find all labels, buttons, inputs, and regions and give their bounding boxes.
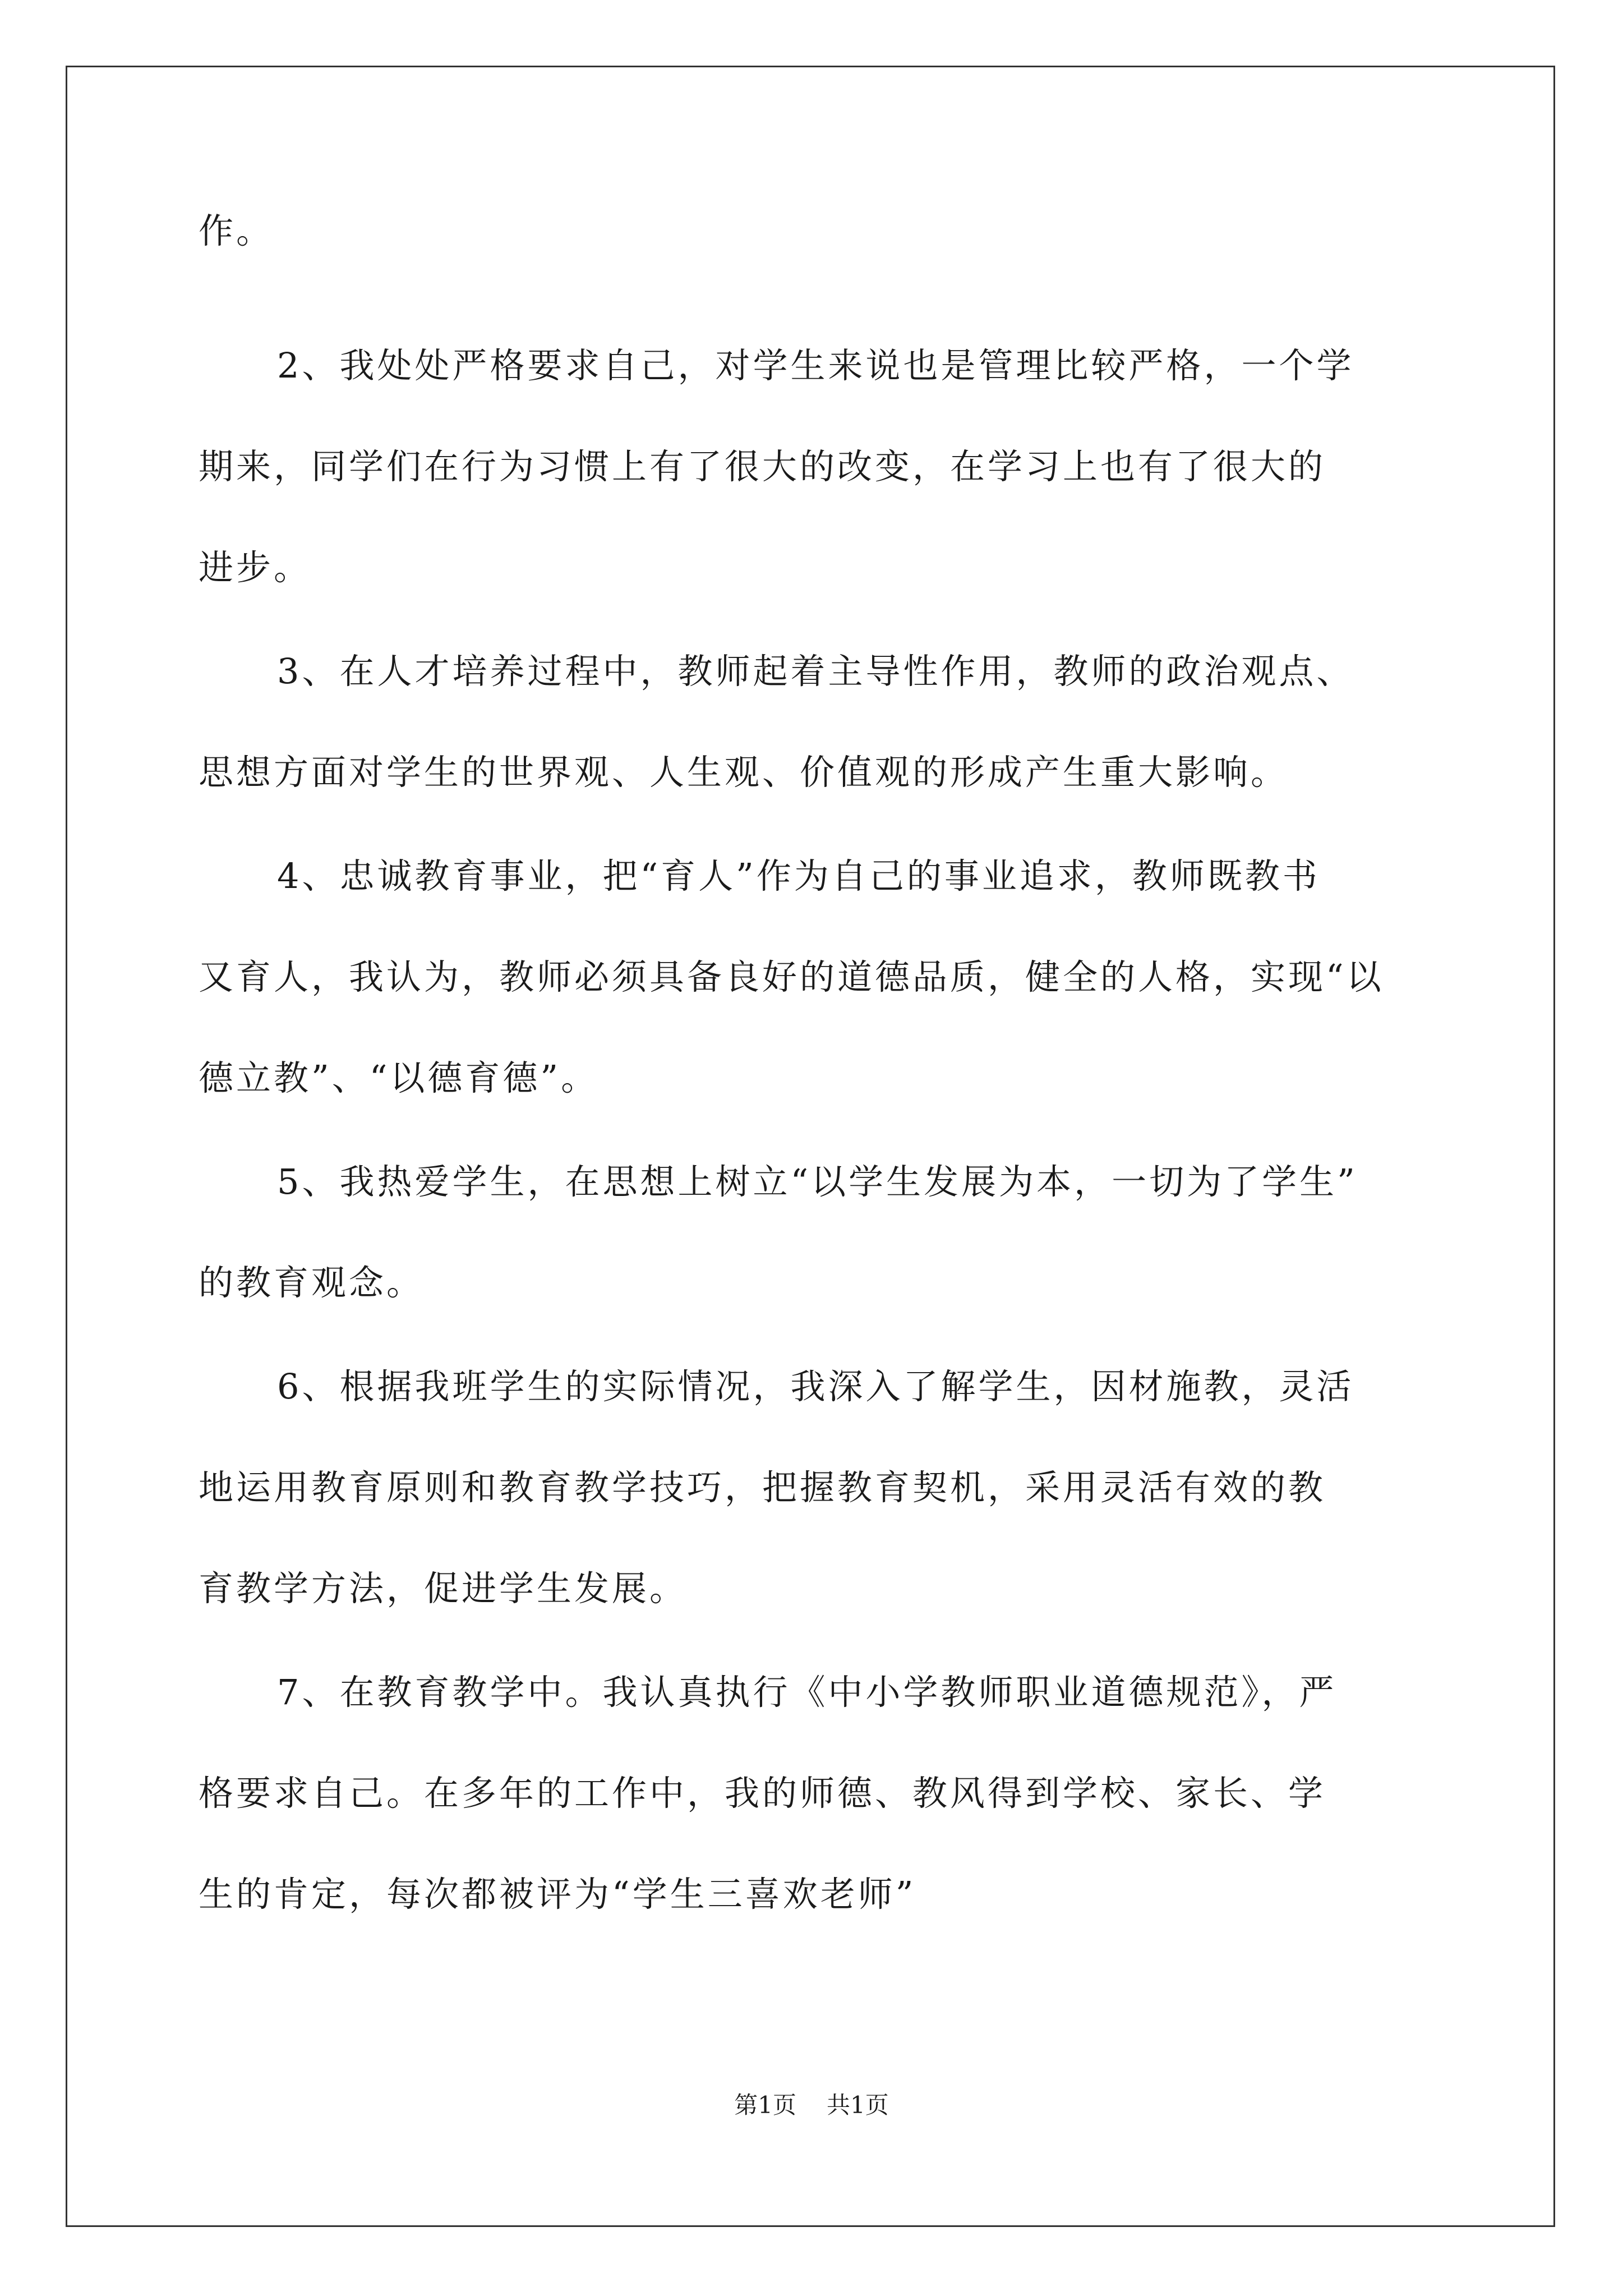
text-line: 6、根据我班学生的实际情况，我深入了解学生，因材施教，灵活 [277, 1366, 1354, 1407]
page-total: 共1页 [827, 2091, 889, 2119]
text-line: 5、我热爱学生，在思想上树立“以学生发展为本，一切为了学生” [277, 1161, 1358, 1202]
text-line: 德立教”、“以德育德”。 [199, 1057, 599, 1098]
page-footer [0, 2090, 1623, 2121]
text-line: 4、忠诚教育事业，把“育人”作为自己的事业追求，教师既教书 [277, 855, 1320, 896]
page-number: 第1页 [734, 2091, 796, 2119]
text-line: 2、我处处严格要求自己，对学生来说也是管理比较严格，一个学 [277, 345, 1354, 386]
text-line: 育教学方法，促进学生发展。 [199, 1568, 688, 1609]
text-line: 进步。 [199, 547, 312, 588]
text-line: 格要求自己。在多年的工作中，我的师德、教风得到学校、家长、学 [199, 1773, 1326, 1814]
text-line: 思想方面对学生的世界观、人生观、价值观的形成产生重大影响。 [199, 752, 1289, 793]
text-line: 又育人，我认为，教师必须具备良好的道德品质，健全的人格，实现“以 [199, 956, 1384, 997]
text-line: 地运用教育原则和教育教学技巧，把握教育契机，采用灵活有效的教 [199, 1467, 1326, 1508]
text-line: 3、在人才培养过程中，教师起着主导性作用，教师的政治观点、 [277, 651, 1354, 692]
text-line: 7、在教育教学中。我认真执行《中小学教师职业道德规范》，严 [277, 1672, 1337, 1713]
text-line: 生的肯定，每次都被评为“学生三喜欢老师” [199, 1874, 916, 1915]
text-line: 的教育观念。 [199, 1262, 425, 1303]
text-line: 期来，同学们在行为习惯上有了很大的改变，在学习上也有了很大的 [199, 446, 1326, 487]
text-line: 作。 [199, 210, 274, 251]
